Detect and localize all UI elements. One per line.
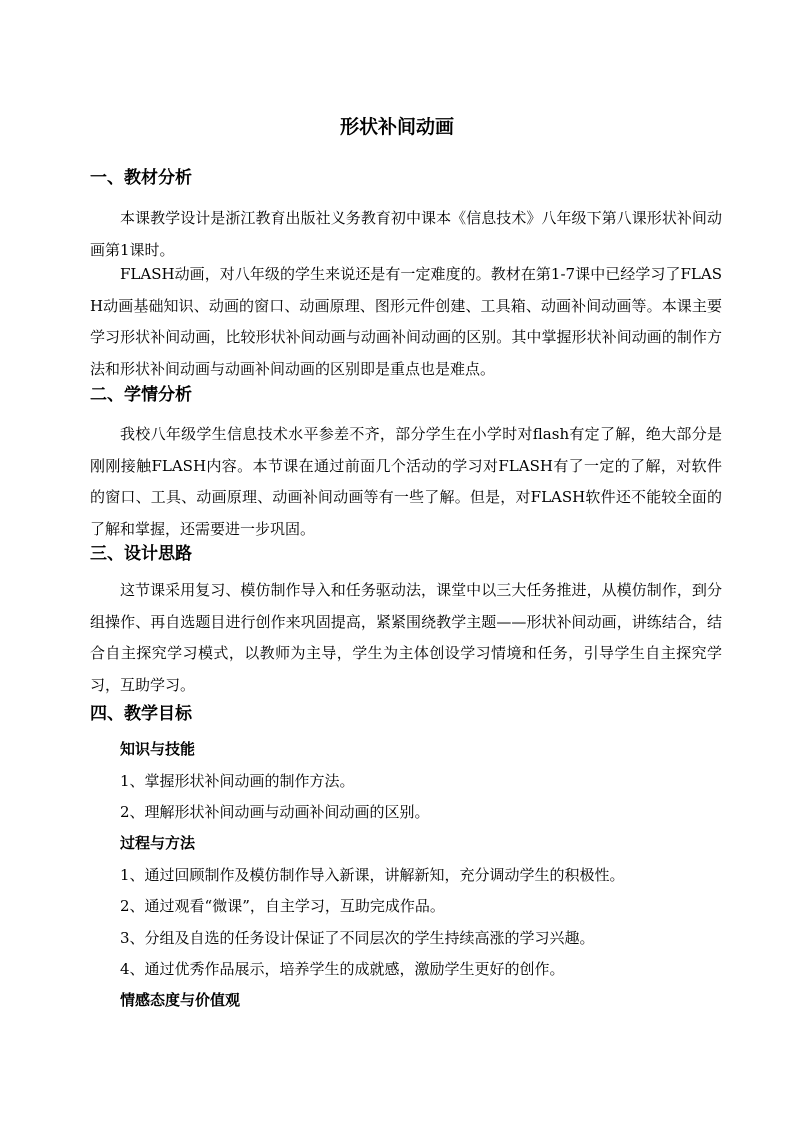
document-title: 形状补间动画 (339, 116, 454, 138)
subsection-title-knowledge-skills: 知识与技能 (120, 740, 196, 758)
list-item: 2、通过观看“微课”，自主学习，互助完成作品。 (120, 897, 445, 915)
section-heading-design-idea: 三、设计思路 (90, 544, 192, 564)
section-heading-student-analysis: 二、学情分析 (90, 385, 192, 405)
subsection-title-emotion-values: 情感态度与价值观 (120, 991, 241, 1009)
section-heading-teaching-goals: 四、教学目标 (90, 704, 192, 724)
list-item: 1、通过回顾制作及模仿制作导入新课，讲解新知，充分调动学生的积极性。 (120, 866, 625, 884)
list-item: 4、通过优秀作品展示，培养学生的成就感，激励学生更好的创作。 (120, 960, 565, 978)
paragraph: FLASH动画，对八年级的学生来说还是有一定难度的。教材在第1-7课中已经学习了FLASH动画基础知识、动画的窗口、动画原理、图形元件创建、工具箱、动画补间动画等。本课主要学习形状补间动画，比较形状补间动画与动画补间动画的区别。其中掌握形状补间动画的制作方法和形状补间动画与动画补间动画的区别即是重点也是难点。 (90, 265, 722, 378)
subsection-title-process-methods: 过程与方法 (120, 834, 196, 852)
list-item: 3、分组及自选的任务设计保证了不同层次的学生持续高涨的学习兴趣。 (120, 929, 595, 947)
paragraph: 我校八年级学生信息技术水平参差不齐，部分学生在小学时对flash有定了解，绝大部分是刚刚接触FLASH内容。本节课在通过前面几个活动的学习对FLASH有了一定的了解，对软件的窗口、工具、动画原理、动画补间动画等有一些了解。但是，对FLASH软件还不能较全面的了解和掌握，还需要进一步巩固。 (90, 425, 722, 538)
section-heading-textbook-analysis: 一、教材分析 (90, 168, 192, 188)
list-item: 1、掌握形状补间动画的制作方法。 (120, 772, 355, 790)
list-item: 2、理解形状补间动画与动画补间动画的区别。 (120, 803, 430, 821)
paragraph: 本课教学设计是浙江教育出版社义务教育初中课本《信息技术》八年级下第八课形状补间动画第1课时。 (90, 209, 722, 259)
paragraph: 这节课采用复习、模仿制作导入和任务驱动法，课堂中以三大任务推进，从模仿制作，到分组操作、再自选题目进行创作来巩固提高，紧紧围绕教学主题——形状补间动画，讲练结合，结合自主探究学习模式，以教师为主导，学生为主体创设学习情境和任务，引导学生自主探究学习，互助学习。 (90, 581, 722, 694)
